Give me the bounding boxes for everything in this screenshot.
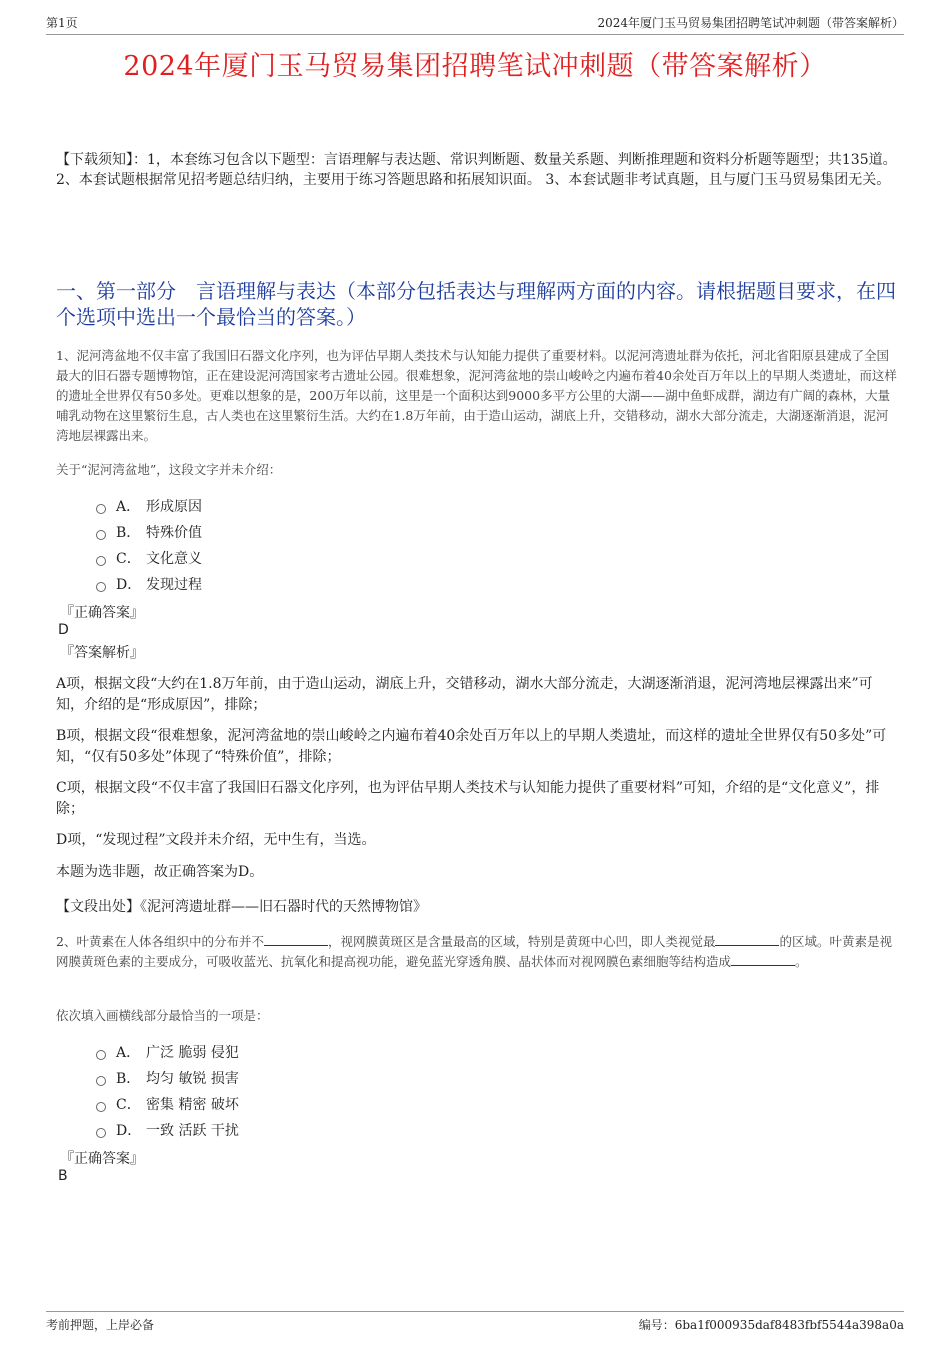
blank-line <box>264 933 328 946</box>
analysis-paragraph: B项，根据文段“很难想象，泥河湾盆地的崇山峻岭之内遍布着40余处百万年以上的早期人类遗址，而这样的遗址全世界仅有50多处”可知，“仅有50多处”体现了“特殊价值”，排除； <box>56 728 887 765</box>
analysis-paragraph: C项，根据文段“不仅丰富了我国旧石器文化序列，也为评估早期人类技术与认知能力提供了重要材料”可知，介绍的是“文化意义”，排除； <box>56 780 880 817</box>
page-number: 第1页 <box>46 16 78 30</box>
question-2-text: 2、叶黄素在人体各组织中的分布并不 ，视网膜黄斑区是含量最高的区域，特别是黄斑中心凹，即人类视觉最 的区域。叶黄素是视网膜黄斑色素的主要成分，可吸收蓝光、抗氧化和提高视功能，避免蓝光穿透角膜、晶状体而对视网膜色素细胞等结构造成 。 <box>56 934 892 969</box>
blank-line <box>731 953 795 966</box>
analysis-label: 『答案解析』 <box>60 645 144 661</box>
radio-icon[interactable] <box>96 1050 106 1060</box>
radio-icon[interactable] <box>96 504 106 514</box>
option-a[interactable]: A． 广泛 脆弱 侵犯 <box>96 1039 239 1065</box>
analysis-paragraph: 本题为选非题，故正确答案为D。 <box>56 864 264 880</box>
option-d[interactable]: D． 发现过程 <box>96 571 202 597</box>
question-2-options <box>96 1039 239 1143</box>
option-a[interactable]: A． 形成原因 <box>96 493 202 519</box>
radio-icon[interactable] <box>96 1102 106 1112</box>
text-source: 【文段出处】《泥河湾遗址群——旧石器时代的天然博物馆》 <box>56 899 427 915</box>
download-notice: 【下载须知】：1，本套练习包含以下题型：言语理解与表达题、常识判断题、数量关系题、判断推理题和资料分析题等题型；共135道。 2、本套试题根据常见招考题总结归纳，主要用于练习答题思路和拓展知识面。 3、本套试题非考试真题，且与厦门玉马贸易集团无关。 <box>56 152 897 188</box>
option-b[interactable]: B． 均匀 敏锐 损害 <box>96 1065 239 1091</box>
blank-line <box>715 933 779 946</box>
document-id: 编号：6ba1f000935daf8483fbf5544a398a0a <box>638 1318 904 1332</box>
header-doc-title: 2024年厦门玉马贸易集团招聘笔试冲刺题（带答案解析） <box>597 16 904 30</box>
radio-icon[interactable] <box>96 530 106 540</box>
footer-slogan: 考前押题，上岸必备 <box>46 1318 155 1332</box>
option-d[interactable]: D． 一致 活跃 干扰 <box>96 1117 239 1143</box>
radio-icon[interactable] <box>96 556 106 566</box>
correct-answer: D <box>58 622 69 638</box>
analysis-paragraph: A项，根据文段“大约在1.8万年前，由于造山运动，湖底上升，交错移动，湖水大部分流走，大湖逐渐消退，泥河湾地层裸露出来”可知，介绍的是“形成原因”，排除； <box>56 676 873 713</box>
option-c[interactable]: C． 密集 精密 破坏 <box>96 1091 239 1117</box>
radio-icon[interactable] <box>96 582 106 592</box>
correct-answer: B <box>58 1168 68 1184</box>
radio-icon[interactable] <box>96 1128 106 1138</box>
answer-label: 『正确答案』 <box>60 605 144 621</box>
section-heading: 一、第一部分 言语理解与表达（本部分包括表达与理解两方面的内容。请根据题目要求，在四个选项中选出一个最恰当的答案。） <box>56 279 896 329</box>
question-1-prompt: 关于“泥河湾盆地”，这段文字并未介绍： <box>56 462 282 477</box>
question-1-text: 1、泥河湾盆地不仅丰富了我国旧石器文化序列，也为评估早期人类技术与认知能力提供了重要材料。以泥河湾遗址群为依托，河北省阳原县建成了全国最大的旧石器专题博物馆，正在建设泥河湾国家考古遗址公园。很难想象，泥河湾盆地的崇山峻岭之内遍布着40余处百万年以上的早期人类遗址，而这样的遗址全世界仅有50多处。更难以想象的是，200万年以前，这里是一个面积达到9000多平方公里的大湖——湖中鱼虾成群，湖边有广阔的森林，大量哺乳动物在这里繁衍生息，古人类也在这里繁衍生活。大约在1.8万年前，由于造山运动，湖底上升，交错移动，湖水大部分流走，大湖逐渐消退，泥河湾地层裸露出来。 <box>56 348 897 443</box>
page-title: 2024年厦门玉马贸易集团招聘笔试冲刺题（带答案解析） <box>123 51 827 82</box>
option-b[interactable]: B． 特殊价值 <box>96 519 202 545</box>
page-header <box>46 14 904 35</box>
answer-label: 『正确答案』 <box>60 1151 144 1167</box>
question-2-prompt: 依次填入画横线部分最恰当的一项是： <box>56 1008 269 1023</box>
radio-icon[interactable] <box>96 1076 106 1086</box>
option-c[interactable]: C． 文化意义 <box>96 545 202 571</box>
page-footer <box>46 1311 904 1332</box>
question-1-options <box>96 493 202 597</box>
analysis-paragraph: D项，“发现过程”文段并未介绍，无中生有，当选。 <box>56 832 376 848</box>
